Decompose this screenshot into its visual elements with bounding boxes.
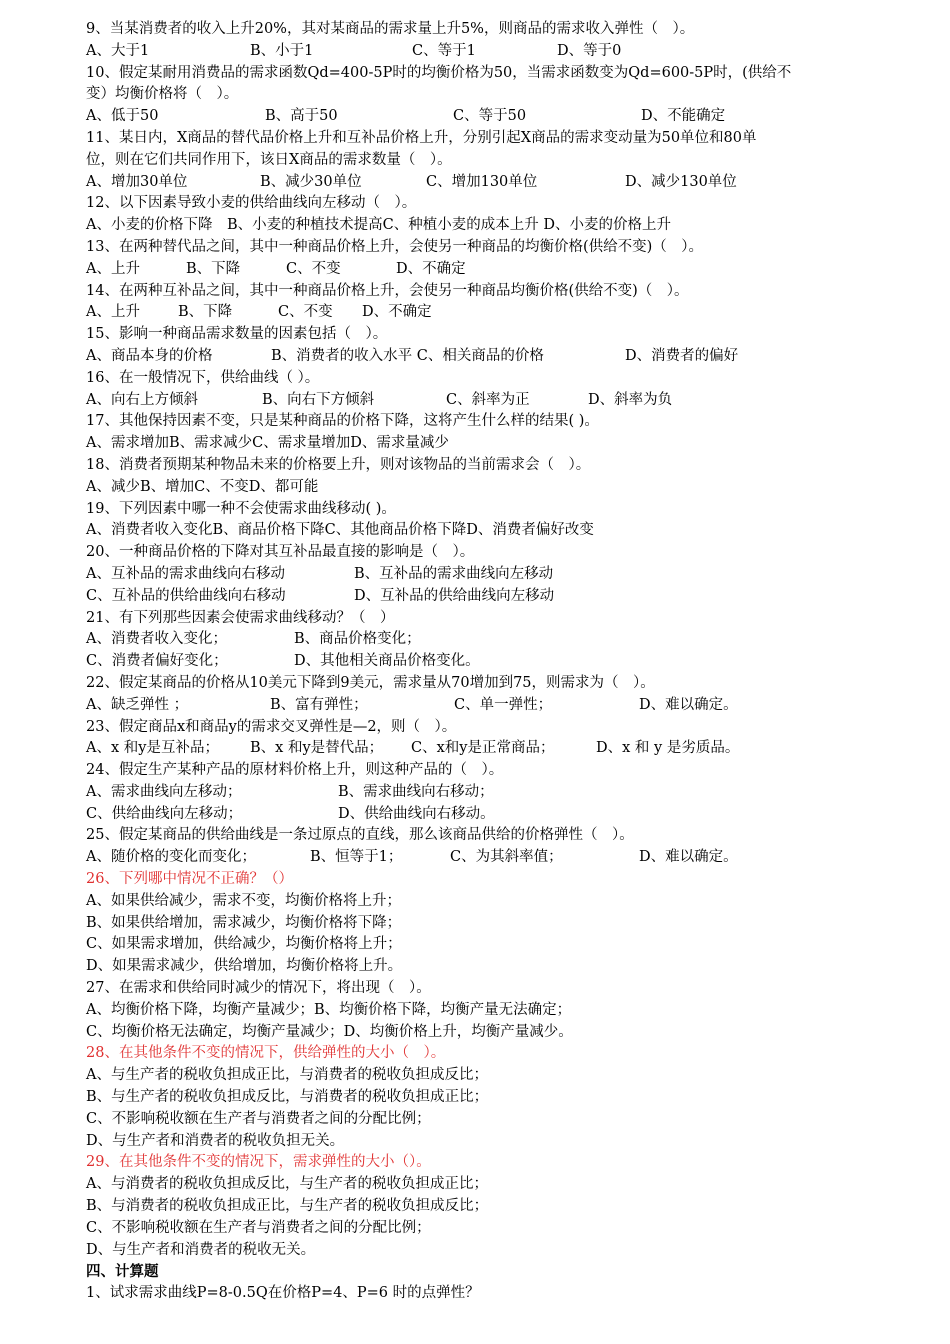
question-29-stem: 29、在其他条件不变的情况下，需求弹性的大小（）。 [86,1154,431,1171]
option-c: C、消费者偏好变化； [86,653,228,670]
option-c: C、等于1 [412,42,476,59]
option-a: A、x 和y是互补品； [86,740,219,757]
question-26-option-a: A、如果供给减少，需求不变，均衡价格将上升； [86,892,401,909]
option-a: A、低于50 [86,108,159,125]
question-15-options [86,346,866,368]
option-d: D、其他相关商品价格变化。 [294,653,480,670]
option-d: D、不确定 [362,304,432,321]
question-27-options-row1: A、均衡价格下降，均衡产量减少；B、均衡价格下降，均衡产量无法确定； [86,1001,572,1018]
question-29-option-a: A、与消费者的税收负担成反比，与生产者的税收负担成正比； [86,1176,488,1193]
option-a: A、大于1 [86,42,150,59]
question-26-stem: 26、下列哪中情况不正确？（） [86,871,293,888]
question-24-options-row1 [86,782,866,804]
question-20-options-row2 [86,586,866,608]
option-c: C、不变 [286,260,341,277]
option-b: B、减少30单位 [260,173,362,190]
option-d: D、斜率为负 [588,391,673,408]
question-15-stem: 15、影响一种商品需求数量的因素包括（ ）。 [86,326,388,343]
option-c: C、供给曲线向左移动； [86,805,243,822]
question-10-stem-line2: 变）均衡价格将（ ）。 [86,86,239,103]
calc-question-1: 1、试求需求曲线P=8-0.5Q在价格P=4、P=6 时的点弹性？ [86,1285,480,1302]
option-b: B、高于50 [265,108,338,125]
option-d: D、不能确定 [641,108,726,125]
option-b: B、x 和y是替代品； [250,740,384,757]
option-c: C、等于50 [453,108,527,125]
option-d: D、难以确定。 [639,849,738,866]
option-c: C、x和y是正常商品； [411,740,555,757]
option-a: A、向右上方倾斜 [86,391,198,408]
option-d: D、等于0 [557,42,622,59]
option-a: A、消费者收入变化； [86,631,227,648]
question-21-options-row1 [86,629,866,651]
question-14-options [86,302,866,324]
question-19-options: A、消费者收入变化B、商品价格下降C、其他商品价格下降D、消费者偏好改变 [86,522,594,539]
question-16-stem: 16、在一般情况下，供给曲线（ ）。 [86,369,320,386]
option-c: C、单一弹性； [454,696,553,713]
option-d: D、消费者的偏好 [625,347,739,364]
question-13-stem: 13、在两种替代品之间，其中一种商品价格上升，会使另一种商品的均衡价格(供给不变)（ ）。 [86,238,704,255]
question-28-stem: 28、在其他条件不变的情况下，供给弹性的大小（ ）。 [86,1045,446,1062]
option-a: A、互补品的需求曲线向右移动 [86,565,285,582]
question-9-stem: 9、当某消费者的收入上升20%，其对某商品的需求量上升5%，则商品的需求收入弹性（ ）。 [86,21,695,37]
option-b: B、商品价格变化； [294,631,421,648]
option-b: B、恒等于1； [310,849,403,866]
option-d: D、不确定 [396,260,466,277]
option-d: D、难以确定。 [639,696,738,713]
option-b: B、下降 [178,304,233,321]
option-d: D、互补品的供给曲线向左移动 [354,587,555,604]
option-b: B、互补品的需求曲线向左移动 [354,565,554,582]
question-24-options-row2 [86,804,866,826]
question-27-options-row2: C、均衡价格无法确定，均衡产量减少；D、均衡价格上升，均衡产量减少。 [86,1023,573,1040]
question-19-stem: 19、下列因素中哪一种不会使需求曲线移动( )。 [86,500,396,517]
question-22-stem: 22、假定某商品的价格从10美元下降到9美元，需求量从70增加到75，则需求为（ ）。 [86,674,655,691]
question-11-options [86,172,866,194]
question-11-stem-line1: 11、某日内，X商品的替代品价格上升和互补品价格上升，分别引起X商品的需求变动量为50单位和80单 [86,129,757,146]
question-29-option-b: B、与消费者的税收负担成正比，与生产者的税收负担成反比； [86,1198,489,1215]
option-b-c: B、消费者的收入水平 C、相关商品的价格 [271,347,544,364]
option-a: A、缺乏弹性 ； [86,696,189,713]
question-23-stem: 23、假定商品x和商品y的需求交叉弹性是—2，则（ ）。 [86,718,457,735]
question-17-options: A、需求增加B、需求减少C、需求量增加D、需求量减少 [86,435,449,452]
question-20-stem: 20、一种商品价格的下降对其互补品最直接的影响是（ ）。 [86,544,475,561]
option-d: D、供给曲线向右移动。 [338,805,495,822]
option-a: A、上升 [86,304,140,321]
question-29-option-c: C、不影响税收额在生产者与消费者之间的分配比例； [86,1219,431,1236]
option-a: A、随价格的变化而变化； [86,849,256,866]
question-16-options [86,390,866,412]
question-26-option-c: C、如果需求增加，供给减少，均衡价格将上升； [86,936,402,953]
option-b: B、下降 [186,260,241,277]
question-23-options [86,738,866,760]
question-18-options: A、减少B、增加C、不变D、都可能 [86,478,319,495]
option-b: B、需求曲线向右移动； [338,783,494,800]
question-21-stem: 21、有下列那些因素会使需求曲线移动？（ ） [86,609,395,626]
question-24-stem: 24、假定生产某种产品的原材料价格上升，则这种产品的（ ）。 [86,762,504,779]
option-d: D、减少130单位 [625,173,737,190]
question-13-options [86,259,866,281]
question-26-option-b: B、如果供给增加，需求减少，均衡价格将下降； [86,914,402,931]
option-d: D、x 和 y 是劣质品。 [596,740,740,757]
option-b: B、富有弹性； [270,696,368,713]
question-10-stem-line1: 10、假定某耐用消费品的需求函数Qd=400-5P时的均衡价格为50，当需求函数变为Qd=600-5P时，(供给不 [86,64,792,81]
option-c: C、不变 [278,304,333,321]
question-9-options [86,41,866,63]
option-a: A、需求曲线向左移动； [86,783,242,800]
option-c: C、增加130单位 [426,173,538,190]
question-14-stem: 14、在两种互补品之间，其中一种商品价格上升，会使另一种商品均衡价格(供给不变)（ ）。 [86,282,689,299]
question-12-stem: 12、以下因素导致小麦的供给曲线向左移动（ ）。 [86,195,417,212]
option-c: C、斜率为正 [446,391,530,408]
section-heading: 四、计算题 [86,1263,159,1281]
question-10-options [86,106,866,128]
question-27-stem: 27、在需求和供给同时减少的情况下，将出现（ ）。 [86,980,431,997]
question-18-stem: 18、消费者预期某种物品未来的价格要上升，则对该物品的当前需求会（ ）。 [86,456,591,473]
question-25-stem: 25、假定某商品的供给曲线是一条过原点的直线，那么该商品供给的价格弹性（ ）。 [86,827,634,844]
question-12-options: A、小麦的价格下降 B、小麦的种植技术提高C、种植小麦的成本上升 D、小麦的价格上升 [86,217,671,234]
question-20-options-row1 [86,564,866,586]
question-22-options [86,695,866,717]
question-17-stem: 17、其他保持因素不变，只是某种商品的价格下降，这将产生什么样的结果( )。 [86,413,599,430]
option-b: B、向右下方倾斜 [262,391,375,408]
option-a: A、上升 [86,260,140,277]
question-25-options [86,847,866,869]
document-page [86,19,866,1305]
option-c: C、为其斜率值； [450,849,563,866]
question-21-options-row2 [86,651,866,673]
option-c: C、互补品的供给曲线向右移动 [86,587,286,604]
question-28-option-c: C、不影响税收额在生产者与消费者之间的分配比例； [86,1110,431,1127]
question-28-option-b: B、与生产者的税收负担成反比，与消费者的税收负担成正比； [86,1089,489,1106]
option-a: A、商品本身的价格 [86,347,213,364]
question-28-option-a: A、与生产者的税收负担成正比，与消费者的税收负担成反比； [86,1067,488,1084]
question-29-option-d: D、与生产者和消费者的税收无关。 [86,1241,316,1258]
question-11-stem-line2: 位，则在它们共同作用下，该日X商品的需求数量（ ）。 [86,151,452,168]
option-b: B、小于1 [250,42,314,59]
option-a: A、增加30单位 [86,173,188,190]
question-28-option-d: D、与生产者和消费者的税收负担无关。 [86,1132,345,1149]
question-26-option-d: D、如果需求减少，供给增加，均衡价格将上升。 [86,958,403,975]
